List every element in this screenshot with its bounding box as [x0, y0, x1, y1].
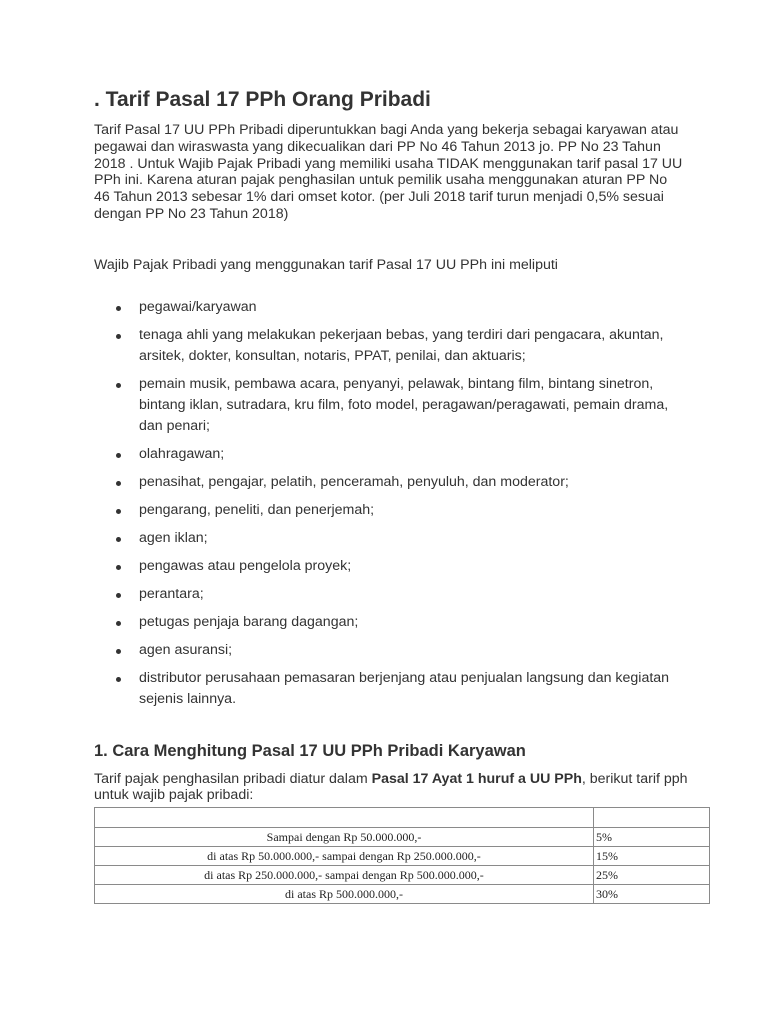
income-range-cell: Sampai dengan Rp 50.000.000,- [95, 828, 594, 847]
list-item [94, 668, 694, 710]
tax-rate-table [94, 807, 710, 904]
bullet-icon [116, 677, 121, 682]
list-item [94, 444, 694, 465]
tax-rate-cell: 25% [594, 866, 710, 885]
bullet-icon [116, 565, 121, 570]
bullet-icon [116, 383, 121, 388]
table-row [95, 828, 710, 847]
income-range-cell: di atas Rp 50.000.000,- sampai dengan Rp 250.000.000,- [95, 847, 594, 866]
table-row [95, 866, 710, 885]
tax-rate-cell: 15% [594, 847, 710, 866]
list-item-text: pengawas atau pengelola proyek; [139, 558, 352, 574]
table-cell [95, 808, 594, 828]
list-item [94, 640, 694, 661]
list-item [94, 374, 694, 437]
list-item [94, 584, 694, 605]
table-header-row [95, 808, 710, 828]
table-row [95, 885, 710, 904]
taxpayer-list [94, 297, 694, 717]
bullet-icon [116, 334, 121, 339]
list-item [94, 297, 694, 318]
list-item [94, 612, 694, 633]
list-item [94, 528, 694, 549]
section-heading: 1. Cara Menghitung Pasal 17 UU PPh Pribadi Karyawan [94, 742, 526, 760]
list-item-text: agen asuransi; [139, 642, 233, 658]
list-item-text: tenaga ahli yang melakukan pekerjaan bebas, yang terdiri dari pengacara, akuntan, arsitek, dokter, konsultan, notaris, PPAT, penilai, dan aktuaris; [139, 327, 664, 364]
tarif-intro-paragraph [94, 771, 694, 803]
list-item-text: petugas penjaja barang dagangan; [139, 614, 359, 630]
bullet-icon [116, 509, 121, 514]
bullet-icon [116, 306, 121, 311]
list-item [94, 472, 694, 493]
tarif-intro-text: Tarif pajak penghasilan pribadi diatur dalam [94, 771, 372, 787]
list-item-text: pegawai/karyawan [139, 299, 257, 315]
bullet-icon [116, 649, 121, 654]
tax-rate-cell: 30% [594, 885, 710, 904]
list-item [94, 500, 694, 521]
bullet-icon [116, 481, 121, 486]
list-item-text: agen iklan; [139, 530, 208, 546]
page-title: . Tarif Pasal 17 PPh Orang Pribadi [94, 88, 431, 111]
bullet-icon [116, 593, 121, 598]
bullet-icon [116, 537, 121, 542]
table-row [95, 847, 710, 866]
list-item-text: olahragawan; [139, 446, 225, 462]
income-range-cell: di atas Rp 500.000.000,- [95, 885, 594, 904]
list-item-text: penasihat, pengajar, pelatih, penceramah, penyuluh, dan moderator; [139, 474, 569, 490]
list-lead-paragraph: Wajib Pajak Pribadi yang menggunakan tarif Pasal 17 UU PPh ini meliputi [94, 257, 558, 273]
income-range-cell: di atas Rp 250.000.000,- sampai dengan Rp 500.000.000,- [95, 866, 594, 885]
list-item [94, 325, 694, 367]
list-item [94, 556, 694, 577]
intro-paragraph: Tarif Pasal 17 UU PPh Pribadi diperuntukkan bagi Anda yang bekerja sebagai karyawan atau pegawai dan wiraswasta yang dikecualikan dari PP No 46 Tahun 2013 jo. PP No 23 Tahun 2018 . Untuk Wajib Pajak Pribadi yang memiliki usaha TIDAK menggunakan tarif pasal 17 UU PPh ini. Karena aturan pajak penghasilan untuk pemilik usaha menggunakan aturan PP No 46 Tahun 2013 sebesar 1% dari omset kotor. (per Juli 2018 tarif turun menjadi 0,5% sesuai dengan PP No 23 Tahun 2018) [94, 122, 683, 222]
tarif-intro-text-end: , berikut tarif pph untuk wajib pajak pribadi: [94, 771, 688, 803]
tarif-law-reference: Pasal 17 Ayat 1 huruf a UU PPh [371, 771, 582, 787]
tax-rate-cell: 5% [594, 828, 710, 847]
list-item-text: pengarang, peneliti, dan penerjemah; [139, 502, 375, 518]
list-item-text: perantara; [139, 586, 204, 602]
list-item-text: pemain musik, pembawa acara, penyanyi, pelawak, bintang film, bintang sinetron, bintang iklan, sutradara, kru film, foto model, peragawan/peragawati, pemain drama, dan penari; [139, 376, 669, 434]
bullet-icon [116, 453, 121, 458]
list-item-text: distributor perusahaan pemasaran berjenjang atau penjualan langsung dan kegiatan sejenis lainnya. [139, 670, 670, 707]
table-cell [594, 808, 710, 828]
bullet-icon [116, 621, 121, 626]
